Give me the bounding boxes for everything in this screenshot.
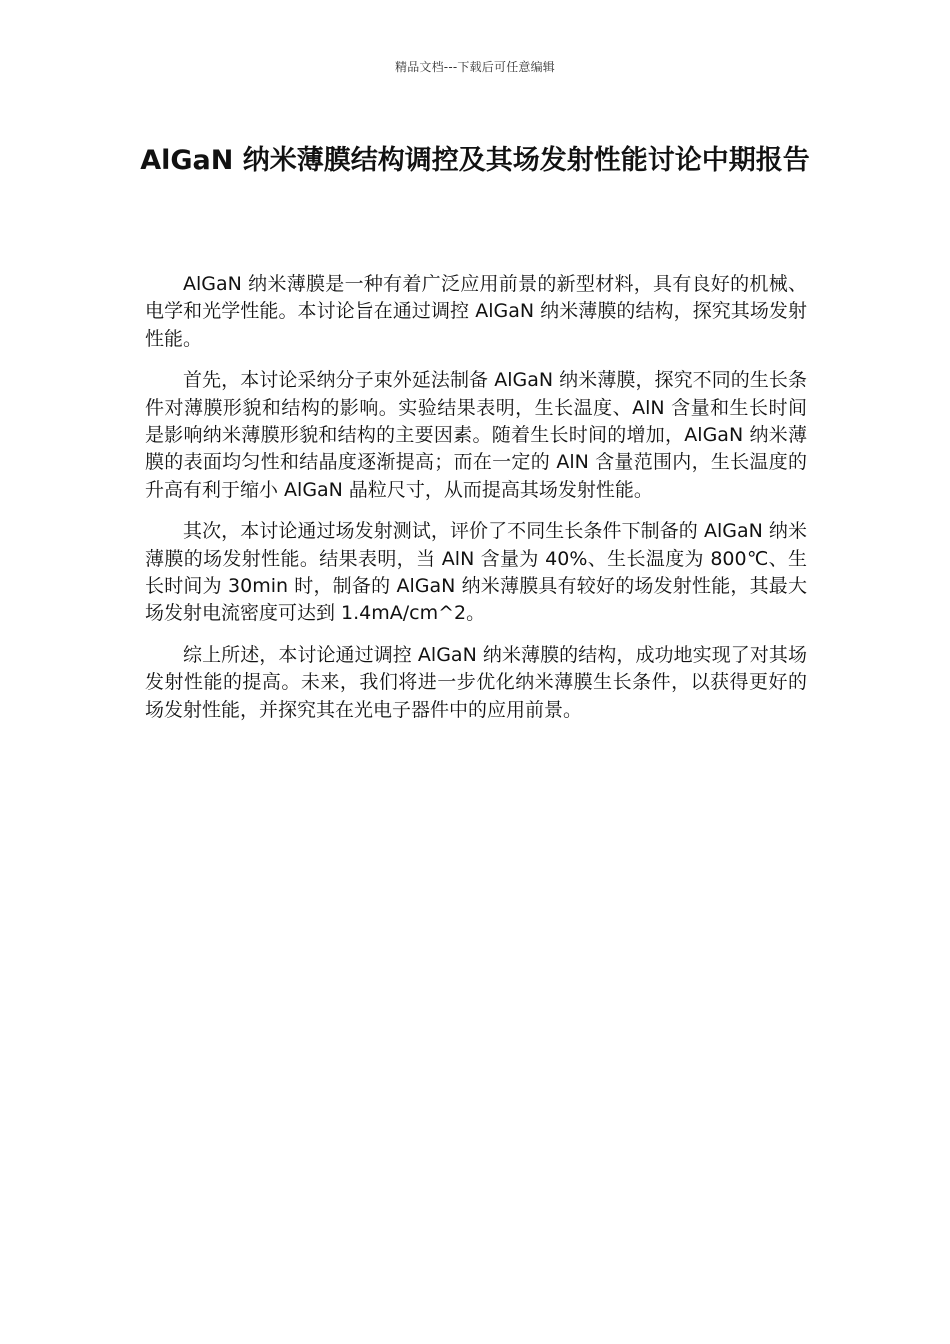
paragraph-method: 首先，本讨论采纳分子束外延法制备 AlGaN 纳米薄膜，探究不同的生长条件对薄膜形貌和结构的影响。实验结果表明，生长温度、AlN 含量和生长时间是影响纳米薄膜形貌和结构的主要因素。随着生长时间的增加，AlGaN 纳米薄膜的表面均匀性和结晶度逐渐提高；而在一定的 AlN 含量范围内，生长温度的升高有利于缩小 AlGaN 晶粒尺寸，从而提高其场发射性能。 xyxy=(145,369,807,501)
header-note: 精品文档---下载后可任意编辑 xyxy=(395,60,555,74)
paragraph-results: 其次，本讨论通过场发射测试，评价了不同生长条件下制备的 AlGaN 纳米薄膜的场发射性能。结果表明，当 AlN 含量为 40%、生长温度为 800℃、生长时间为 30min 时，制备的 AlGaN 纳米薄膜具有较好的场发射性能，其最大场发射电流密度可达到 1.4mA/cm^2。 xyxy=(145,520,807,625)
paragraph-intro: AlGaN 纳米薄膜是一种有着广泛应用前景的新型材料，具有良好的机械、电学和光学性能。本讨论旨在通过调控 AlGaN 纳米薄膜的结构，探究其场发射性能。 xyxy=(145,273,807,350)
document-body xyxy=(145,271,807,738)
paragraph-conclusion: 综上所述，本讨论通过调控 AlGaN 纳米薄膜的结构，成功地实现了对其场发射性能的提高。未来，我们将进一步优化纳米薄膜生长条件，以获得更好的场发射性能，并探究其在光电子器件中的应用前景。 xyxy=(145,643,807,721)
document-title: AlGaN 纳米薄膜结构调控及其场发射性能讨论中期报告 xyxy=(140,145,810,176)
